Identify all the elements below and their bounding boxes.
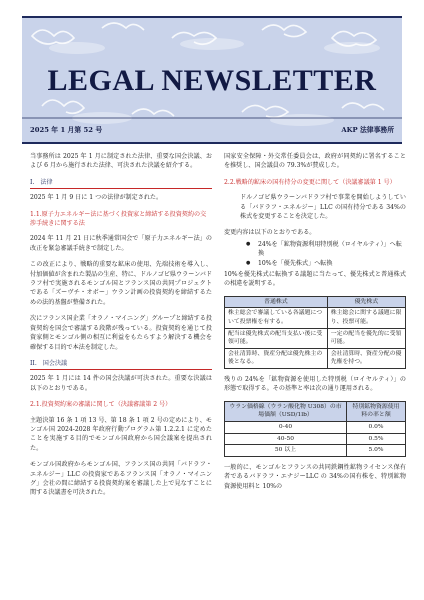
body-paragraph: 国家安全保障・外交常任委員会は、政府が同契約に署名することを推奨し、国会議員の 79.3%が賛成した。 bbox=[224, 153, 406, 170]
newsletter-title: LEGAL NEWSLETTER bbox=[47, 64, 377, 97]
change-list bbox=[224, 240, 406, 268]
table-row bbox=[225, 422, 406, 434]
table-cell: 0-40 bbox=[225, 422, 347, 434]
body-paragraph: 変更内容は以下のとおりである。 bbox=[224, 229, 316, 237]
table-cell: 会社清算時、資産分配は優先株主の後となる。 bbox=[225, 348, 328, 368]
list-item: ● 10%を「優先株式」へ転換 bbox=[258, 259, 406, 268]
table-cell: 50 以上 bbox=[225, 445, 347, 457]
body-paragraph: この改正により、戦略的重要な鉱床の使用、先端技術を導入し、付加価値が含まれた製品の生産、特に、ドルノゴビ県ウラーンバドラフ村で実施されるモンゴル国とフランス国の共同プロジェクトである「ズーヴチ・オボー」ウラン計画の投資契約を締結するための法的基盤が整備された。 bbox=[30, 261, 212, 306]
section-heading-resolutions bbox=[30, 359, 212, 370]
subsection-heading: 1.1.原子力エネルギー法に基づく投資家と締結する投資契約の交渉手続きに関する法 bbox=[30, 210, 207, 228]
table-header: 特別鉱物資源使用料の率と額 bbox=[347, 401, 406, 421]
section-intro: 2025 年 1 月には 14 件の国会決議が可決された。重要な決議は以下のとおりである。 bbox=[30, 375, 212, 392]
body-paragraph: 一般的に、モンゴルとフランスの共同鉄鋼性鉱物ライセンス保有者であるバドラフ・エナジーLLC の 34%の国有株を、特別鉱物資源使用料と 10%の bbox=[224, 463, 406, 490]
body-paragraph: 次にフランス国企業「オラノ・マイニング」グループと締結する投資契約を国会で審議する段階が残っている。投資契約を通じて投資家側とモンゴル側の相互に利益をもたらすよう解決する機会を確保する目的で本法を制定した。 bbox=[30, 315, 212, 351]
table-header: ウラン価格線（ウラン酸化物 U308）の市場価額（USD/1lb） bbox=[225, 401, 347, 421]
table-cell: 会社清算時、資産分配の優先権を持つ。 bbox=[327, 348, 405, 368]
subsection-heading: 2.1.投資契約案の審議に関して（決議審議第 2 号） bbox=[30, 401, 172, 409]
table-cell: 0.0% bbox=[347, 422, 406, 434]
intro-paragraph: 当事務所は 2025 年 1 月に制定された法律、重要な国会決議、および 6 月から施行された法律、可決された決議を紹介する。 bbox=[30, 153, 212, 170]
table-header: 普通株式 bbox=[225, 296, 328, 308]
section-heading-laws bbox=[30, 178, 212, 189]
table-row bbox=[225, 328, 406, 348]
table-cell: 配当は優先株式の配当支払い後に受領可能。 bbox=[225, 328, 328, 348]
royalty-rate-table bbox=[224, 401, 406, 457]
issue-number: 2025 年 1 月第 52 号 bbox=[30, 126, 103, 134]
section-title: 法律 bbox=[40, 178, 53, 186]
left-column bbox=[30, 152, 212, 505]
table-header: 優先株式 bbox=[327, 296, 405, 308]
table-row bbox=[225, 348, 406, 368]
section-rule bbox=[30, 369, 212, 370]
firm-name: AKP 法律事務所 bbox=[341, 126, 394, 134]
section-intro: 2025 年 1 月 9 日に 1 つの法律が制定された。 bbox=[30, 194, 163, 202]
right-column bbox=[224, 152, 406, 498]
body-paragraph: 2024 年 11 月 21 日に秋季通常国会で「原子力エネルギー法」の改正を緊急審議手続きで制定した。 bbox=[30, 235, 212, 252]
table-row bbox=[225, 433, 406, 445]
body-paragraph: 10%を優先株式に転換する議題に当たって、優先株式と普通株式の相違を説明する。 bbox=[224, 271, 406, 288]
table-cell: 0.5% bbox=[347, 433, 406, 445]
table-header-row bbox=[225, 401, 406, 421]
subsection-heading: 2.2.戦略的鉱床の国有持分の変更に関して（決議審議第 1 号） bbox=[224, 178, 396, 186]
body-paragraph: ドルノゴビ県ウラーンバドラフ村で事業を開始しようしている「バドラフ・エネルジー」LLC の国有持分である 34%の株式を変更することを決定した。 bbox=[240, 194, 406, 221]
table-cell: 一定の配当を優先的に受領可能。 bbox=[327, 328, 405, 348]
share-comparison-table bbox=[224, 296, 406, 369]
list-item: ● 24%を「鉱物資源利用特別税（ロイヤルティ）」へ転換 bbox=[258, 240, 406, 259]
section-title: 国会決議 bbox=[42, 359, 68, 367]
table-row bbox=[225, 445, 406, 457]
masthead bbox=[22, 16, 402, 144]
table-header-row bbox=[225, 296, 406, 308]
section-number: II. bbox=[30, 359, 37, 367]
section-number: I. bbox=[30, 178, 35, 186]
table-cell: 株主総会で審議している各議題について投票権を有する。 bbox=[225, 308, 328, 328]
body-paragraph: 主題決第 16 条 1 項 13 号、第 18 条 1 項 2 号の定めにより、モンゴル国 2024-2028 年政府行動プログラム第 1.2.2.1 に定めたことを実施する目的でモンゴル国政府から国会議案を提出された。 bbox=[30, 416, 212, 452]
table-row bbox=[225, 308, 406, 328]
table-cell: 株主総会に関する議題に限り、投票可能。 bbox=[327, 308, 405, 328]
table-cell: 40-50 bbox=[225, 433, 347, 445]
body-paragraph: 残りの 24%を「鉱物資源を使用した特別税（ロイヤルティ）」の形態で取得する。その基準と率は次の通り運用される。 bbox=[224, 376, 406, 393]
body-paragraph: モンゴル国政府からモンゴル国、フランス国の共同「バドラフ・エネルジー」LLC の投資家であるフランス国「オラノ・マイニング」会社の間に締結する投資契約案を審議した上で見なすことに関する決議書を可決された。 bbox=[30, 461, 212, 497]
section-rule bbox=[30, 188, 212, 189]
table-cell: 5.0% bbox=[347, 445, 406, 457]
